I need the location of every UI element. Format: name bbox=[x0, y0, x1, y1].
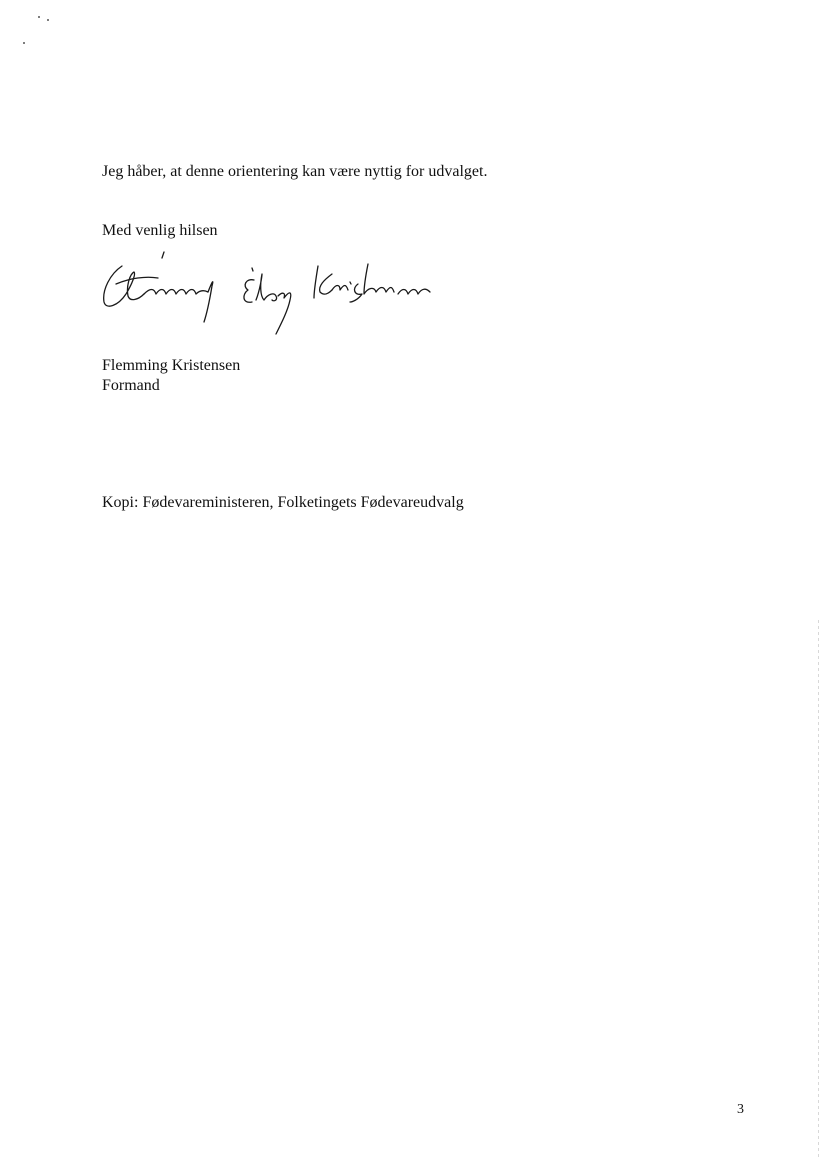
signer-name: Flemming Kristensen bbox=[102, 357, 241, 374]
scan-edge-line bbox=[818, 620, 819, 1160]
copy-recipients: Kopi: Fødevareministeren, Folketingets Fødevareudvalg bbox=[102, 494, 464, 511]
signer-title: Formand bbox=[102, 377, 160, 394]
scan-speck bbox=[23, 42, 25, 44]
closing-sentence: Jeg håber, at denne orientering kan være nyttig for udvalget. bbox=[102, 163, 488, 180]
scan-speck bbox=[38, 16, 40, 18]
scan-speck bbox=[47, 19, 49, 21]
greeting-line: Med venlig hilsen bbox=[102, 222, 218, 239]
handwritten-signature bbox=[96, 244, 436, 340]
page-number: 3 bbox=[737, 1102, 744, 1117]
